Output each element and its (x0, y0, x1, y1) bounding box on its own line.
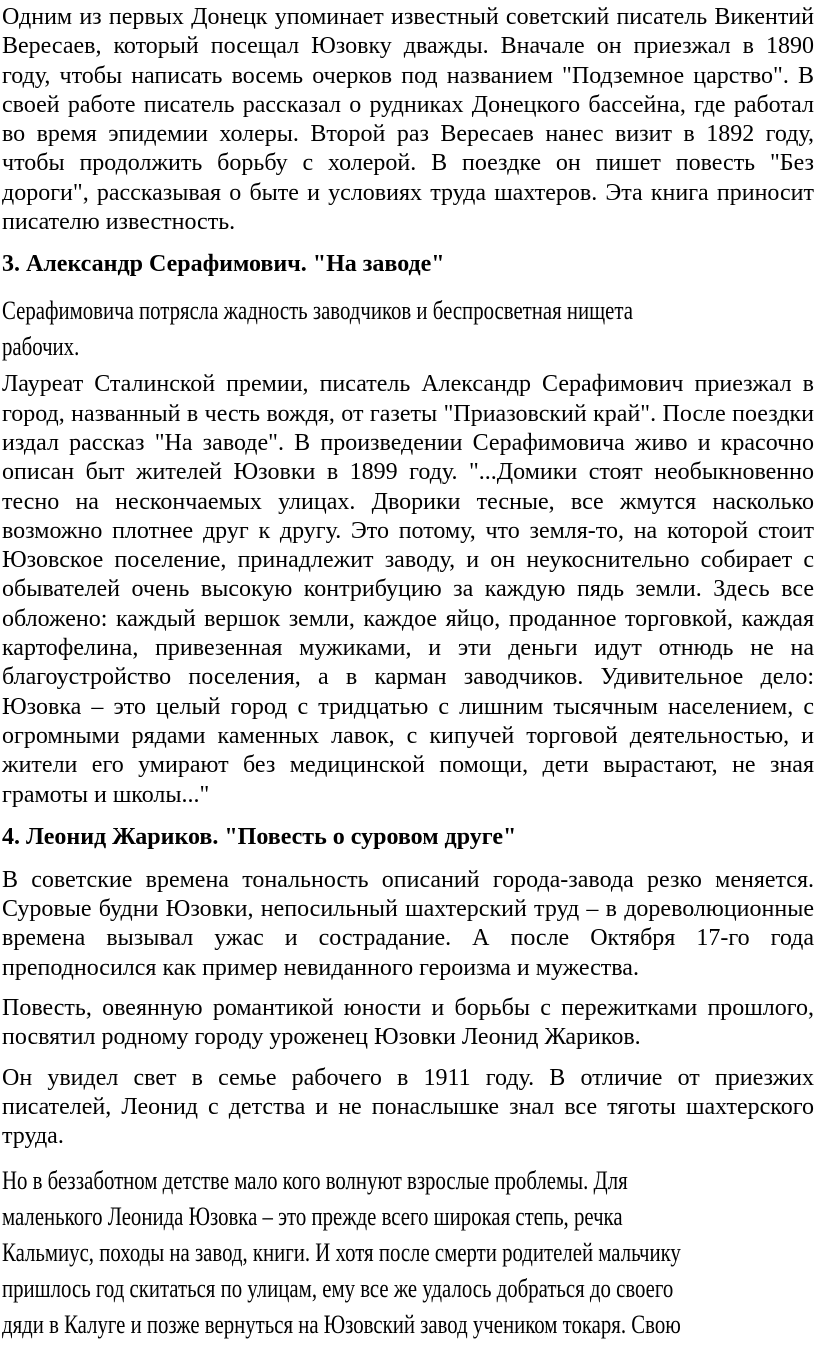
text-line: чтобы продолжить борьбу с холерой. В поездке он пишет повесть "Без (2, 150, 814, 177)
text-line: пришлось год скитаться по улицам, ему все же удалось добраться до своего (2, 1273, 674, 1303)
text-line: благоустройство поселения, а в карман заводчиков. Удивительное дело: (2, 664, 814, 691)
text-line: маленького Леонида Юзовка – это прежде всего широкая степь, речка (2, 1201, 623, 1231)
document-page (2, 3, 814, 1348)
text-line: писателей, Леонид с детства и не понаслышке знал все тяготы шахтерского (2, 1093, 814, 1120)
text-line: времена вызывал ужас и сострадание. А после Октября 17-го года (2, 925, 814, 952)
text-line: труда. (2, 1123, 64, 1150)
text-line: Серафимовича потрясла жадность заводчиков и беспросветная нищета (2, 296, 633, 326)
paragraph (2, 994, 814, 1053)
paragraph (2, 1064, 814, 1152)
text-line: тесно на нескончаемых улицах. Дворики тесные, все жмутся насколько (2, 488, 814, 515)
text-line: преподносился как пример невиданного героизма и мужества. (2, 954, 639, 981)
text-line: обложено: каждый вершок земли, каждое яйцо, проданное торговкой, каждая (2, 605, 814, 632)
text-line: своей работе писатель рассказал о рудниках Донецкого бассейна, где работал (2, 91, 814, 118)
text-line: картофелина, привезенная мужиками, и эти деньги идут отнюдь не на (2, 635, 814, 662)
paragraph (2, 866, 814, 983)
text-line: году, чтобы написать восемь очерков под названием "Подземное царство". В (2, 62, 814, 89)
text-line: город, названный в честь вождя, от газеты "Приазовский край". После поездки (2, 400, 814, 427)
paragraph (2, 3, 814, 237)
text-line: дяди в Калуге и позже вернуться на Юзовский завод учеником токаря. Свою (2, 1309, 681, 1339)
section-heading: 4. Леонид Жариков. "Повесть о суровом друге" (2, 823, 517, 850)
text-line: жители его умирают без медицинской помощи, дети вырастают, не зная (2, 752, 814, 779)
text-line: Он увидел свет в семье рабочего в 1911 году. В отличие от приезжих (2, 1064, 814, 1091)
text-line: Вересаев, который посещал Юзовку дважды. Вначале он приезжал в 1890 (2, 33, 814, 60)
text-line: посвятил родному городу уроженец Юзовки Леонид Жариков. (2, 1024, 641, 1051)
text-line: Повесть, овеянную романтикой юности и борьбы с пережитками прошлого, (2, 995, 814, 1022)
text-line: Но в беззаботном детстве мало кого волнуют взрослые проблемы. Для (2, 1165, 628, 1195)
paragraph (2, 293, 814, 365)
paragraph (2, 370, 814, 809)
text-line: Лауреат Сталинской премии, писатель Александр Серафимович приезжал в (2, 371, 814, 398)
text-line: издал рассказ "На заводе". В произведении Серафимовича живо и красочно (2, 429, 814, 456)
text-line: Суровые будни Юзовки, непосильный шахтерский труд – в дореволюционные (2, 896, 814, 923)
paragraph (2, 1163, 814, 1343)
text-line: Кальмиус, походы на завод, книги. И хотя после смерти родителей мальчику (2, 1237, 681, 1267)
text-line: возможно плотнее друг к другу. Это потому, что земля-то, на которой стоит (2, 517, 814, 544)
text-line: огромными рядами каменных лавок, с кипучей торговой деятельностью, и (2, 722, 814, 749)
text-line: дороги", рассказывая о быте и условиях труда шахтеров. Эта книга приносит (2, 179, 814, 206)
text-line: рабочих. (2, 332, 80, 362)
text-line: Одним из первых Донецк упоминает известный советский писатель Викентий (2, 4, 814, 30)
section-heading: 3. Александр Серафимович. "На заводе" (2, 251, 445, 278)
text-line: во время эпидемии холеры. Второй раз Вересаев нанес визит в 1892 году, (2, 121, 814, 148)
text-line: В советские времена тональность описаний города-завода резко меняется. (2, 866, 814, 893)
text-line: описан быт жителей Юзовки в 1899 году. "...Домики стоят необыкновенно (2, 459, 814, 486)
text-line: Юзовское поселение, принадлежит заводу, и он неукоснительно собирает с (2, 547, 814, 574)
text-line: Юзовка – это целый город с тридцатью с лишним тысячным населением, с (2, 693, 814, 720)
text-line: писателю известность. (2, 209, 236, 236)
text-line: обывателей очень высокую контрибуцию за каждую пядь земли. Здесь все (2, 576, 814, 603)
text-line: грамоты и школы..." (2, 781, 210, 808)
